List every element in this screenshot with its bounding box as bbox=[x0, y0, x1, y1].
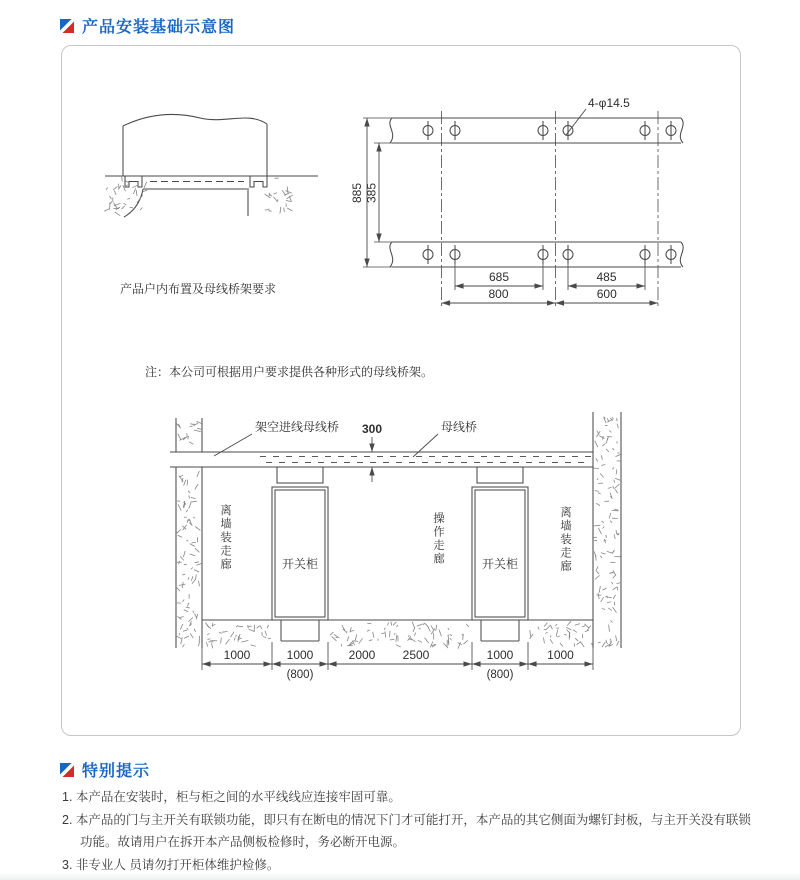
corridor-operation-label: 操作走廊 bbox=[432, 512, 444, 566]
cabinet-right-label: 开关柜 bbox=[481, 557, 519, 571]
dim-cabinet-left-width: 1000 bbox=[286, 648, 314, 662]
incoming-bridge-leader bbox=[214, 434, 252, 456]
dim-right-corridor: 1000 bbox=[547, 648, 574, 662]
incoming-bridge-label: 架空进线母线桥 bbox=[255, 420, 340, 434]
dim-cabinet-right-width: 1000 bbox=[486, 648, 514, 662]
bridge-leader bbox=[413, 434, 438, 457]
dim-cabinet-left-alt: (800) bbox=[286, 669, 314, 681]
cross-section-drawing bbox=[170, 412, 622, 670]
ground-hatch bbox=[330, 622, 469, 649]
wall-hatch bbox=[176, 421, 202, 444]
bus-bridge-band bbox=[170, 452, 593, 467]
corridor-wall-left-label: 离墙装走廊 bbox=[219, 504, 231, 572]
centerlines bbox=[442, 111, 659, 308]
dim-685: 685 bbox=[488, 270, 510, 284]
hole-diameter-label: 4-φ14.5 bbox=[588, 96, 630, 110]
indoor-layout-drawing bbox=[104, 114, 318, 217]
switch-cabinet-right bbox=[472, 467, 528, 641]
page-bottom-fade bbox=[0, 872, 800, 880]
dim-885: 885 bbox=[350, 182, 364, 204]
dim-cabinet-right-alt: (800) bbox=[486, 669, 514, 681]
embedded-channel-right bbox=[250, 176, 267, 187]
hole-leader-line bbox=[566, 109, 586, 135]
wall-hatch bbox=[176, 471, 202, 647]
dim-300: 300 bbox=[361, 422, 383, 436]
dim-operation-max: 2500 bbox=[402, 648, 430, 662]
dim-600: 600 bbox=[596, 287, 617, 301]
special-notice-title: 特别提示 bbox=[82, 763, 151, 780]
dim-800: 800 bbox=[488, 287, 509, 301]
bridge-hatch bbox=[260, 457, 591, 463]
dim-left-corridor: 1000 bbox=[223, 648, 251, 662]
dim-operation-min: 2000 bbox=[348, 648, 376, 662]
busbar-note: 注：本公司可根据用户要求提供各种形式的母线桥架。 bbox=[145, 365, 434, 379]
wall-hatch bbox=[593, 417, 622, 648]
extension-lines bbox=[363, 118, 645, 290]
channel-plan-drawing bbox=[363, 109, 683, 308]
mounting-holes bbox=[423, 121, 676, 264]
special-notice-list bbox=[62, 786, 762, 877]
ground-hatch bbox=[205, 623, 271, 649]
ground-hatch bbox=[530, 621, 593, 647]
cabinet-left-label: 开关柜 bbox=[281, 557, 319, 571]
dim-385: 385 bbox=[364, 182, 379, 204]
indoor-layout-caption: 产品户内布置及母线桥架要求 bbox=[120, 282, 277, 296]
notice-item-1: 1. 本产品在安装时，柜与柜之间的水平线线应连接牢固可靠。 bbox=[62, 790, 401, 804]
corridor-wall-right-label: 离墙装走廊 bbox=[559, 506, 571, 574]
dim-485: 485 bbox=[596, 270, 617, 284]
notice-item-2: 2. 本产品的门与主开关有联锁功能，即只有在断电的情况下门才可能打开，本产品的其它侧面为螺钉封板，与主开关没有联锁功能。故请用户在拆开本产品侧板检修时，务必断开电源。 bbox=[62, 813, 751, 849]
diagram-section-title: 产品安装基础示意图 bbox=[82, 19, 236, 36]
section-bullet-icon bbox=[60, 763, 74, 777]
bridge-label: 母线桥 bbox=[441, 420, 478, 434]
notice-item-3: 3. 非专业人 员请勿打开柜体维护检修。 bbox=[62, 858, 280, 872]
switch-cabinet-left bbox=[272, 467, 328, 641]
right-wall bbox=[593, 412, 621, 648]
concrete-hatch bbox=[265, 178, 293, 214]
extension-lines bbox=[202, 642, 593, 670]
special-notice-header bbox=[60, 758, 150, 781]
cabinet-break-line bbox=[123, 114, 267, 126]
